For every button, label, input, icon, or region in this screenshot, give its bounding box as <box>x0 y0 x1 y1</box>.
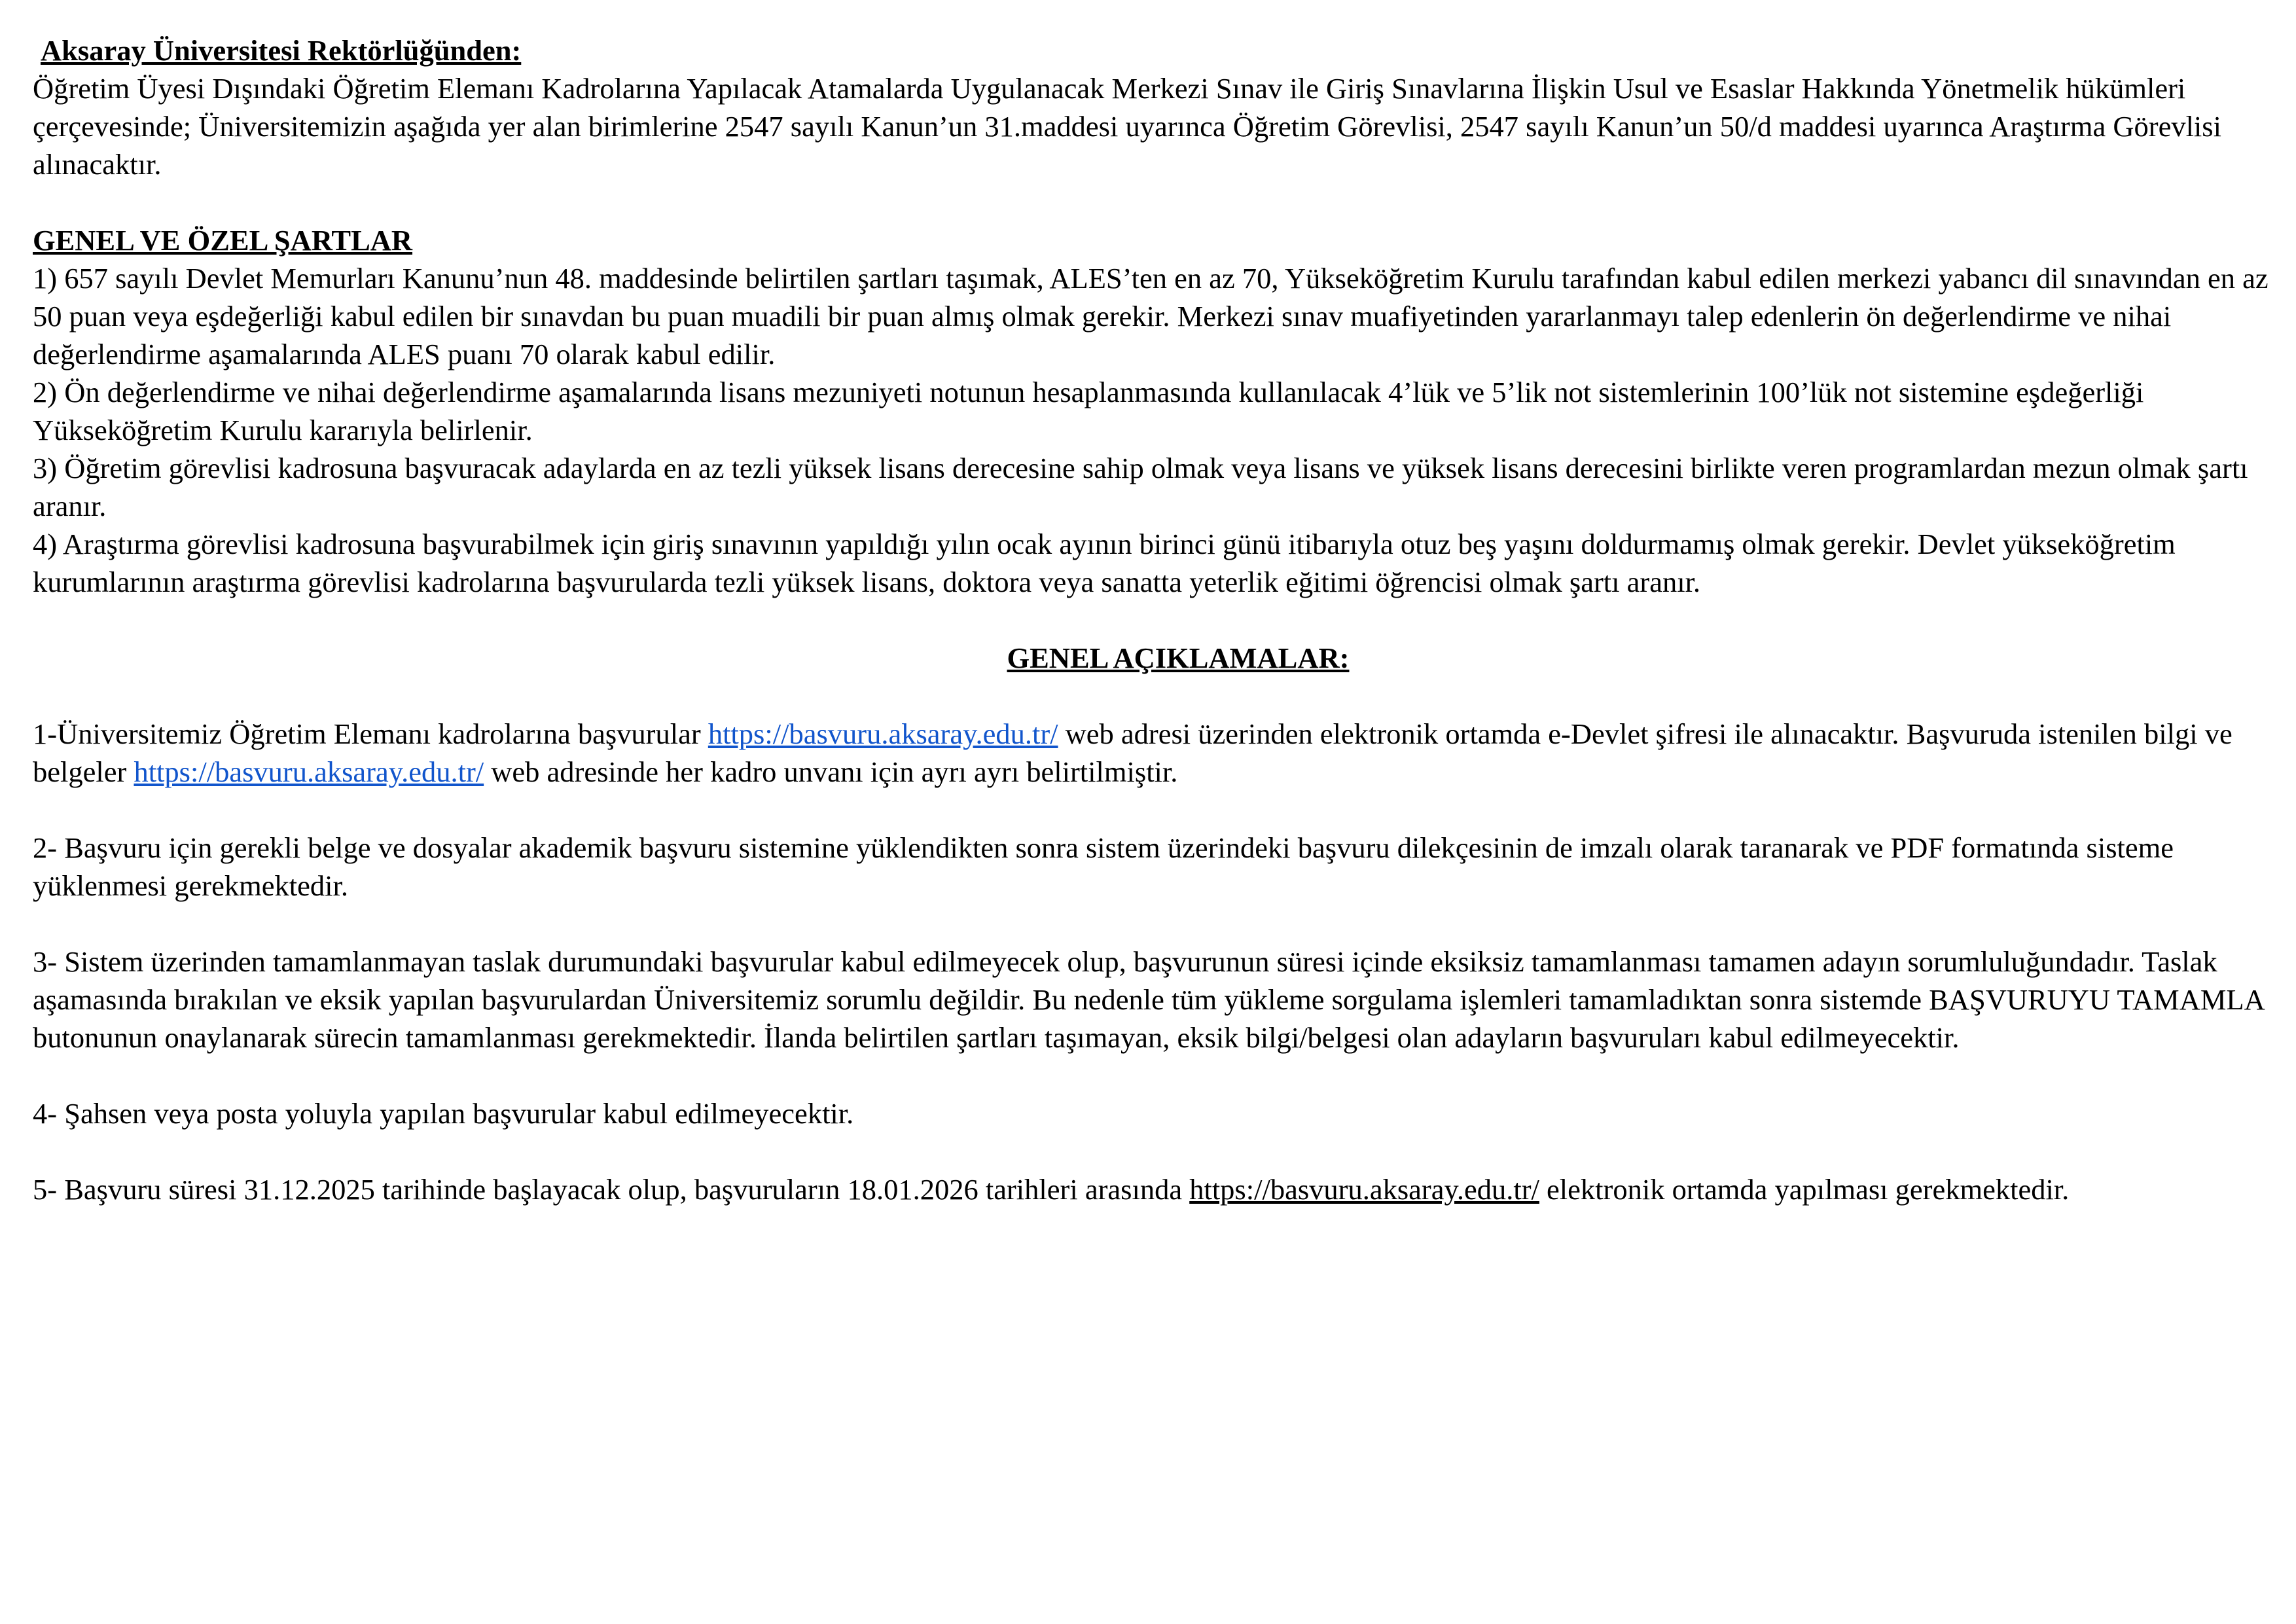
condition-item-3: 3) Öğretim görevlisi kadrosuna başvuracak adaylarda en az tezli yüksek lisans derecesine sahip olmak veya lisans ve yüksek lisans derecesini birlikte veren programlardan mezun olmak şartı aranır. <box>33 452 2248 522</box>
application-link[interactable]: https://basvuru.aksaray.edu.tr/ <box>708 717 1058 750</box>
spacer <box>33 1056 2271 1094</box>
spacer <box>33 677 2271 715</box>
application-link[interactable]: https://basvuru.aksaray.edu.tr/ <box>1189 1173 1539 1206</box>
spacer <box>33 905 2271 943</box>
condition-item-4: 4) Araştırma görevlisi kadrosuna başvurabilmek için giriş sınavının yapıldığı yılın ocak ayının birinci günü itibarıyla otuz beş yaşını doldurmamış olmak gerekir. Devlet yükseköğretim kurumlarının araştırma görevlisi kadrolarına başvurularda tezli yüksek lisans, doktora veya sanatta yeterlik eğitimi öğrencisi olmak şartı aranır. <box>33 528 2176 598</box>
explanations-heading: GENEL AÇIKLAMALAR: <box>1007 641 1350 674</box>
intro-paragraph: Öğretim Üyesi Dışındaki Öğretim Elemanı Kadrolarına Yapılacak Atamalarda Uygulanacak Merkezi Sınav ile Giriş Sınavlarına İlişkin Usul ve Esaslar Hakkında Yönetmelik hükümleri çerçevesinde; Üniversitemizin aşağıda yer alan birimlerine 2547 sayılı Kanun’un 31.maddesi uyarınca Öğretim Görevlisi, 2547 sayılı Kanun’un 50/d maddesi uyarınca Araştırma Görevlisi alınacaktır. <box>33 72 2221 181</box>
spacer <box>33 791 2271 829</box>
condition-item-2: 2) Ön değerlendirme ve nihai değerlendirme aşamalarında lisans mezuniyeti notunun hesaplanmasında kullanılacak 4’lük ve 5’lik not sistemlerinin 100’lük not sistemine eşdeğerliği Yükseköğretim Kurulu kararıyla belirlenir. <box>33 376 2144 446</box>
explanation-item-1-text-a: 1-Üniversitemiz Öğretim Elemanı kadrolarına başvurular <box>33 717 708 750</box>
document-title: Aksaray Üniversitesi Rektörlüğünden: <box>41 34 522 67</box>
explanation-item-1 <box>33 715 2271 791</box>
explanation-item-5 <box>33 1170 2271 1208</box>
explanation-item-1-text-b: web adresi üzerinden elektronik ortamda e-Devlet şifresi ile alınacaktır. Başvuruda istenilen bilgi ve belgeler <box>33 717 2233 788</box>
spacer <box>33 183 2271 221</box>
explanation-item-3: 3- Sistem üzerinden tamamlanmayan taslak durumundaki başvurular kabul edilmeyecek olup, başvurunun süresi içinde eksiksiz tamamlanması tamamen adayın sorumluluğundadır. Taslak aşamasında bırakılan ve eksik yapılan başvurulardan Üniversitemiz sorumlu değildir. Bu nedenle tüm yükleme sorgulama işlemleri tamamladıktan sonra sistemde BAŞVURUYU TAMAMLA butonunun onaylanarak sürecin tamamlanması gerekmektedir. İlanda belirtilen şartları taşımayan, eksik bilgi/belgesi olan adayların başvuruları kabul edilmeyecektir. <box>33 945 2264 1054</box>
explanation-item-2: 2- Başvuru için gerekli belge ve dosyalar akademik başvuru sistemine yüklendikten sonra sistem üzerindeki başvuru dilekçesinin de imzalı olarak taranarak ve PDF formatında sisteme yüklenmesi gerekmektedir. <box>33 831 2174 902</box>
explanation-item-5-text-b: elektronik ortamda yapılması gerekmektedir. <box>1539 1173 2070 1206</box>
explanation-item-1-text-c: web adresinde her kadro unvanı için ayrı ayrı belirtilmiştir. <box>484 755 1178 788</box>
explanation-item-5-text-a: 5- Başvuru süresi 31.12.2025 tarihinde başlayacak olup, başvuruların 18.01.2026 tarihleri arasında <box>33 1173 1190 1206</box>
announcement-document <box>33 31 2271 1208</box>
conditions-heading: GENEL VE ÖZEL ŞARTLAR <box>33 224 413 257</box>
condition-item-1: 1) 657 sayılı Devlet Memurları Kanunu’nun 48. maddesinde belirtilen şartları taşımak, ALES’ten en az 70, Yükseköğretim Kurulu tarafından kabul edilen merkezi yabancı dil sınavından en az 50 puan veya eşdeğerliği kabul edilen bir sınavdan bu puan muadili bir puan almış olmak gerekir. Merkezi sınav muafiyetinden yararlanmayı talep edenlerin ön değerlendirme ve nihai değerlendirme aşamalarında ALES puanı 70 olarak kabul edilir. <box>33 262 2269 370</box>
spacer <box>33 1132 2271 1170</box>
application-link[interactable]: https://basvuru.aksaray.edu.tr/ <box>134 755 484 788</box>
explanation-item-4: 4- Şahsen veya posta yoluyla yapılan başvurular kabul edilmeyecektir. <box>33 1097 854 1130</box>
spacer <box>33 601 2271 639</box>
